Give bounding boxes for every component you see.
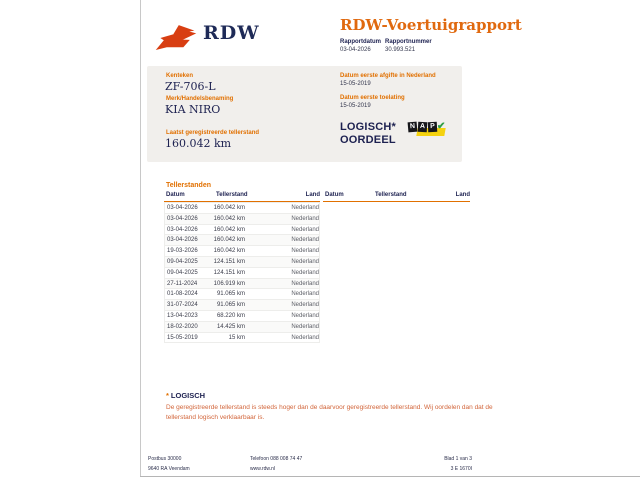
cell-datum: 19-03-2026: [167, 248, 198, 255]
tellerstand-label: Laatst geregistreerde tellerstand: [166, 130, 260, 136]
footnote-title-text: LOGISCH: [170, 391, 206, 400]
merk-value: KIA NIRO: [165, 103, 221, 116]
cell-tellerstand: 106.919 km: [213, 280, 245, 287]
page-title: RDW-Voertuigrapport: [340, 16, 522, 34]
cell-tellerstand: 91.065 km: [216, 291, 245, 298]
col-header-tellerstand: Tellerstand: [216, 192, 248, 198]
nap-letter-n: N: [408, 122, 418, 133]
col-header-land: Land: [305, 192, 320, 198]
afgifte-label: Datum eerste afgifte in Nederland: [340, 73, 436, 79]
footer-phone: Telefoon 088 008 74 47: [250, 456, 303, 462]
oordeel-line2: OORDEEL: [340, 134, 396, 146]
cell-land: Nederland: [291, 334, 319, 341]
cell-tellerstand: 160.042 km: [213, 237, 245, 244]
cell-datum: 27-11-2024: [167, 280, 198, 287]
cell-tellerstand: 160.042 km: [213, 248, 245, 255]
cell-tellerstand: 160.042 km: [213, 205, 245, 211]
cell-land: Nederland: [291, 312, 319, 319]
cell-datum: 09-04-2025: [167, 258, 198, 265]
cell-land: Nederland: [291, 291, 319, 298]
report-number-value: 30.993.521: [385, 47, 416, 53]
cell-tellerstand: 68.220 km: [216, 312, 245, 319]
col-header-datum: Datum: [166, 192, 185, 198]
cell-land: Nederland: [291, 302, 319, 309]
cell-land: Nederland: [291, 280, 319, 287]
table-header-right: [323, 191, 470, 202]
cell-datum: 03-04-2026: [167, 205, 198, 211]
cell-tellerstand: 124.151 km: [213, 258, 245, 265]
fold-mark-line: [140, 0, 141, 477]
cell-datum: 31-07-2024: [167, 302, 198, 309]
cell-datum: 01-08-2024: [167, 291, 198, 298]
rdw-logo: [153, 20, 273, 56]
tellerstand-value: 160.042 km: [165, 137, 232, 150]
cell-tellerstand: 160.042 km: [213, 226, 245, 233]
report-date-label: Rapportdatum: [340, 39, 381, 45]
toelating-value: 15-05-2019: [340, 103, 371, 109]
cell-datum: 13-04-2023: [167, 312, 198, 319]
cell-tellerstand: 14.425 km: [216, 323, 245, 330]
nap-letter-p: P: [428, 122, 438, 132]
col-header-tellerstand: Tellerstand: [375, 192, 407, 198]
table-row: [164, 332, 320, 344]
cell-tellerstand: 160.042 km: [213, 215, 245, 222]
cell-tellerstand: 91.065 km: [216, 302, 245, 309]
logo-wordmark: RDW: [203, 22, 260, 44]
table-title: Tellerstanden: [166, 182, 211, 189]
rdw-eagle-icon: [153, 22, 199, 54]
table-header-left: [164, 191, 320, 202]
cell-land: Nederland: [291, 215, 319, 222]
cell-tellerstand: 124.151 km: [213, 269, 245, 276]
oordeel-verdict: [340, 121, 396, 147]
footnote-asterisk: *: [166, 391, 169, 400]
cell-datum: 09-04-2025: [167, 269, 198, 276]
merk-label: Merk/Handelsbenaming: [166, 96, 234, 102]
footer-page-indicator: Blad 1 van 3: [444, 456, 472, 462]
footer-form-code: 3 E 1670I: [450, 466, 472, 472]
footer-address-line1: Postbus 30000: [148, 456, 182, 462]
toelating-label: Datum eerste toelating: [340, 95, 405, 101]
cell-datum: 15-05-2019: [167, 334, 198, 341]
report-number-label: Rapportnummer: [385, 39, 432, 45]
page-bottom-rule: [140, 476, 640, 477]
cell-land: Nederland: [291, 258, 319, 265]
footer-address-line2: 9640 RA Veendam: [148, 466, 190, 472]
kenteken-value: ZF-706-L: [165, 80, 216, 93]
cell-land: Nederland: [291, 237, 319, 244]
cell-land: Nederland: [291, 205, 319, 211]
report-date-value: 03-04-2026: [340, 47, 371, 53]
afgifte-value: 15-05-2019: [340, 81, 371, 87]
cell-land: Nederland: [291, 248, 319, 255]
footnote-text: De geregistreerde tellerstand is steeds hoger dan de daarvoor geregistreerde tellerstand. Wij oordelen dan dat de tellerstand logisch verklaarbaar is.: [166, 404, 493, 421]
cell-datum: 18-02-2020: [167, 323, 198, 330]
footer-website: www.rdw.nl: [250, 466, 276, 472]
cell-datum: 03-04-2026: [167, 226, 198, 233]
col-header-datum: Datum: [325, 192, 344, 198]
footnote-title: [166, 391, 205, 400]
nap-check-icon: ✔: [437, 121, 446, 132]
kenteken-label: Kenteken: [166, 73, 194, 79]
cell-land: Nederland: [291, 269, 319, 276]
cell-tellerstand: 15 km: [228, 334, 245, 341]
cell-land: Nederland: [291, 323, 319, 330]
meter-table-body: [164, 202, 320, 342]
cell-land: Nederland: [291, 226, 319, 233]
col-header-land: Land: [455, 192, 470, 198]
nap-letter-a: A: [418, 122, 428, 132]
oordeel-line1: LOGISCH*: [340, 121, 396, 133]
cell-datum: 03-04-2026: [167, 215, 198, 222]
cell-datum: 03-04-2026: [167, 237, 198, 244]
nap-logo: [408, 122, 448, 138]
